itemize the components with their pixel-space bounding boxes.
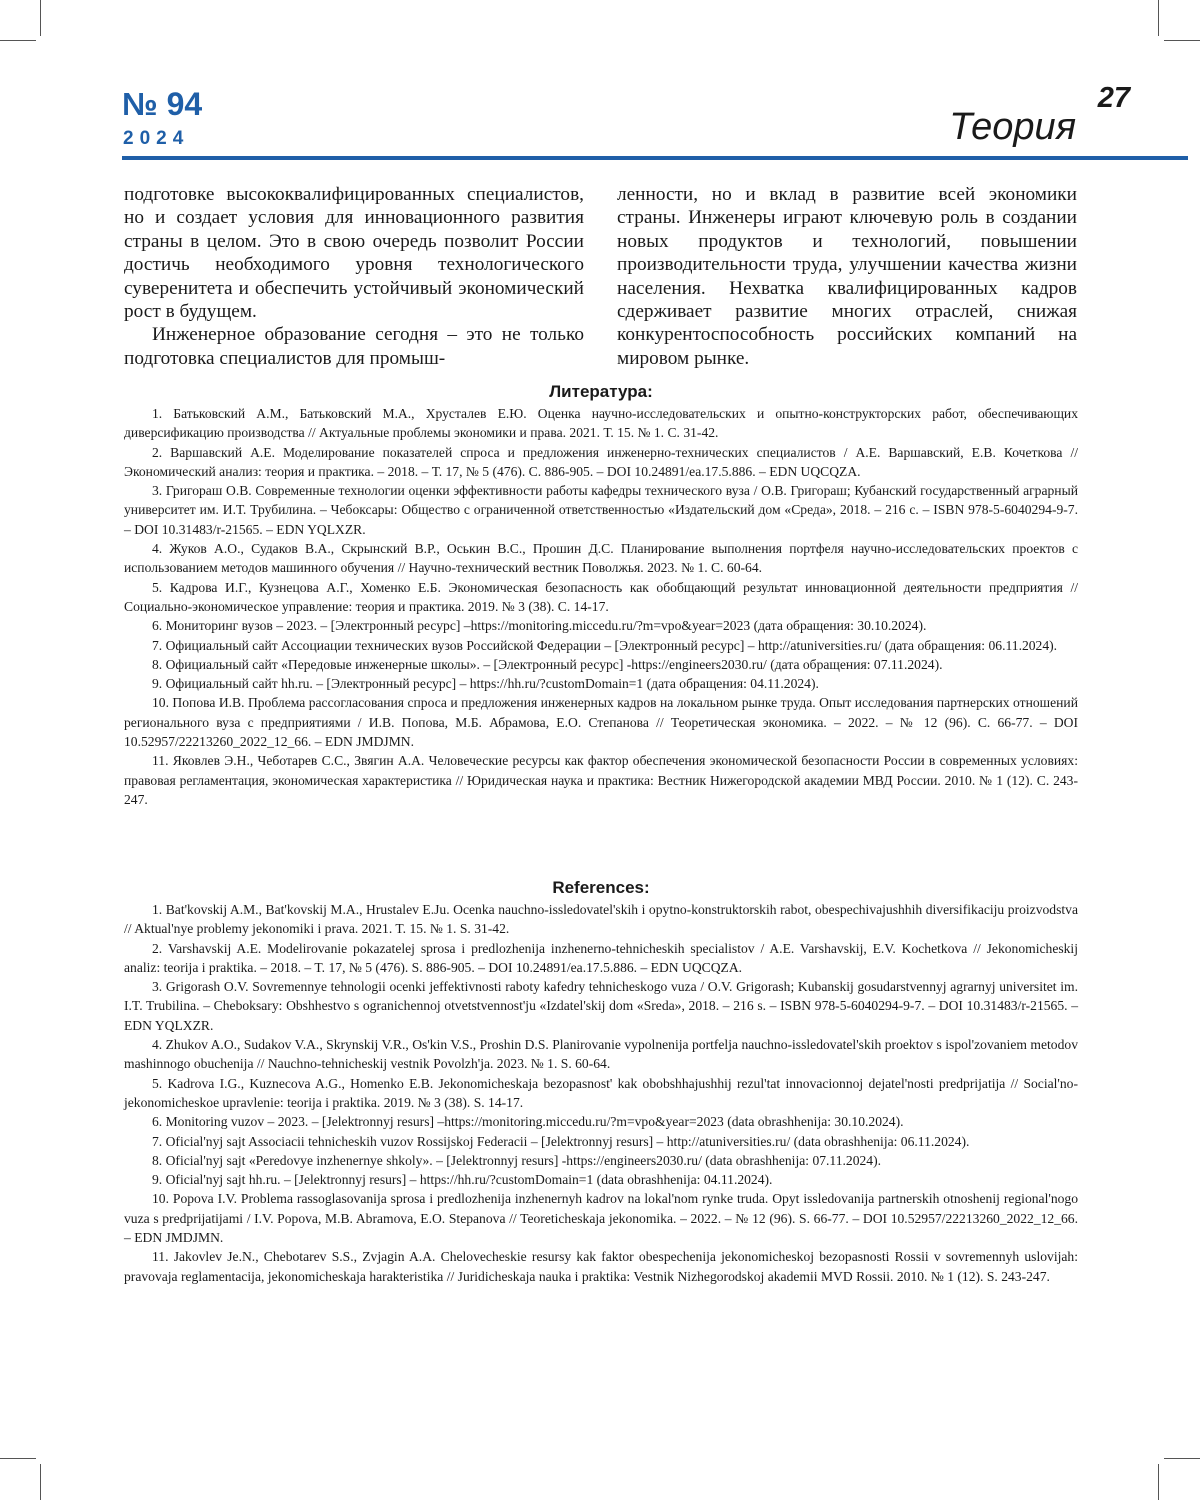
literature-item: 9. Официальный сайт hh.ru. – [Электронный ресурс] – https://hh.ru/?customDomain=1 (дата обращения: 04.11.2024). [152, 676, 819, 692]
reference-item: 2. Varshavskij A.E. Modelirovanie pokazatelej sprosa i predlozhenija inzhenerno-tehnicheskih specialistov / A.E. Varshavskij, E.V. Kochetkova // Jekonomicheskij analiz: teorija i praktika. – 2018. – T. 17, № 5 (476). S. 886-905. – DOI 10.24891/ea.17.5.886. – EDN UQCQZA. [124, 940, 1078, 975]
reference-item: 4. Zhukov A.O., Sudakov V.A., Skrynskij V.R., Os'kin V.S., Proshin D.S. Planirovanie vypolnenija portfelja nauchno-issledovatel'skih proektov s ispol'zovaniem metodov mashinnogo obuchenija // Nauchno-tehnicheskij vestnik Povolzh'ja. 2023. № 1. S. 60-64. [124, 1037, 1078, 1072]
reference-item: 6. Monitoring vuzov – 2023. – [Jelektronnyj resurs] –https://monitoring.miccedu.ru/?m=vpo&year=2023 (data obrashhenija: 30.10.2024). [152, 1114, 904, 1130]
body-column-right [617, 183, 1077, 370]
literature-list [124, 404, 1078, 809]
crop-mark [0, 40, 36, 41]
references-heading: References: [552, 878, 650, 897]
references-section [124, 877, 1078, 1286]
literature-item: 6. Мониторинг вузов – 2023. – [Электронный ресурс] –https://monitoring.miccedu.ru/?m=vpo&year=2023 (дата обращения: 30.10.2024). [152, 618, 927, 634]
literature-item: 1. Батьковский А.М., Батьковский М.А., Хрусталев Е.Ю. Оценка научно-исследовательских и опытно-конструкторских работ, обеспечивающих диверсификацию производства // Актуальные проблемы экономики и права. 2021. Т. 15. № 1. С. 31-42. [124, 406, 1078, 441]
crop-mark [0, 1458, 36, 1459]
literature-item: 3. Григораш О.В. Современные технологии оценки эффективности работы кафедры технического вуза / О.В. Григораш; Кубанский государственный аграрный университет им. И.Т. Трубилина. – Чебоксары: Общество с ограниченной ответственностью «Издательский дом «Среда», 2018. – 216 с. – ISBN 978-5-6040294-9-7. – DOI 10.31483/r-21565. – EDN YQLXZR. [124, 483, 1078, 537]
body-paragraph: подготовке высококвалифицированных специалистов, но и создает условия для инновационного развития страны в целом. Это в свою очередь позволит России достичь необходимого уровня технологического суверенитета и обеспечить устойчивый экономический рост в будущем. [124, 184, 584, 323]
literature-item: 11. Яковлев Э.Н., Чеботарев С.С., Звягин А.А. Человеческие ресурсы как фактор обеспечения экономической безопасности России в современных условиях: правовая регламентация, экономическая характеристика // Юридическая наука и практика: Вестник Нижегородской академии МВД России. 2010. № 1 (12). С. 243-247. [124, 753, 1078, 807]
page-number: 27 [1097, 82, 1130, 114]
crop-mark [40, 1464, 41, 1500]
literature-item: 7. Официальный сайт Ассоциации технических вузов Российской Федерации – [Электронный ресурс] – http://atuniversities.ru/ (дата обращения: 06.11.2024). [152, 637, 1058, 653]
issue-number: № 94 [122, 86, 203, 122]
reference-item: 11. Jakovlev Je.N., Chebotarev S.S., Zvjagin A.A. Chelovecheskie resursy kak faktor obespechenija jekonomicheskoj bezopasnosti Rossii v sovremennyh uslovijah: pravovaja reglamentacija, jekonomicheskaja harakteristika // Juridicheskaja nauka i praktika: Vestnik Nizhegorodskoj akademii MVD Rossii. 2010. № 1 (12). S. 243-247. [124, 1249, 1078, 1284]
crop-mark [1158, 1464, 1159, 1500]
crop-mark [1164, 1458, 1200, 1459]
crop-mark [1158, 0, 1159, 36]
header-rule [122, 156, 1188, 160]
literature-section [124, 381, 1078, 809]
reference-item: 7. Oficial'nyj sajt Associacii tehnicheskih vuzov Rossijskoj Federacii – [Jelektronnyj resurs] – http://atuniversities.ru/ (data obrashhenija: 06.11.2024). [152, 1133, 970, 1149]
literature-item: 5. Кадрова И.Г., Кузнецова А.Г., Хоменко Е.Б. Экономическая безопасность как обобщающий результат инновационной деятельности предприятия // Социально-экономическое управление: теория и практика. 2019. № 3 (38). С. 14-17. [124, 579, 1078, 614]
body-column-left [124, 183, 584, 370]
reference-item: 1. Bat'kovskij A.M., Bat'kovskij M.A., Hrustalev E.Ju. Ocenka nauchno-issledovatel'skih i opytno-konstruktorskih rabot, obespechivajushhih diversifikaciju proizvodstva // Aktual'nye problemy jekonomiki i prava. 2021. T. 15. № 1. S. 31-42. [124, 902, 1078, 937]
body-paragraph: ленности, но и вклад в развитие всей экономики страны. Инженеры играют ключевую роль в создании новых продуктов и технологий, повышении производительности труда, улучшении качества жизни населения. Нехватка квалифицированных кадров сдерживает развитие многих отраслей, снижая конкурентоспособность российских компаний на мировом рынке. [617, 184, 1077, 369]
reference-item: 9. Oficial'nyj sajt hh.ru. – [Jelektronnyj resurs] – https://hh.ru/?customDomain=1 (data obrashhenija: 04.11.2024). [152, 1172, 773, 1188]
references-list [124, 900, 1078, 1286]
crop-mark [40, 0, 41, 36]
reference-item: 5. Kadrova I.G., Kuznecova A.G., Homenko E.B. Jekonomicheskaja bezopasnost' kak obobshhajushhij rezul'tat innovacionnoj dejatel'nosti predprijatija // Social'no-jekonomicheskoe upravlenie: teorija i praktika. 2019. № 3 (38). S. 14-17. [124, 1075, 1078, 1110]
body-paragraph: Инженерное образование сегодня – это не только подготовка специалистов для промыш- [124, 324, 584, 369]
literature-heading: Литература: [549, 382, 653, 401]
reference-item: 10. Popova I.V. Problema rassoglasovanija sprosa i predlozhenija inzhenernyh kadrov na lokal'nom rynke truda. Opyt issledovanija partnerskih otnoshenij regional'nogo vuza s predprijatijami / I.V. Popova, M.B. Abramova, E.O. Stepanova // Teoreticheskaja jekonomika. – 2022. – № 12 (96). S. 66-77. – DOI 10.52957/22213260_2022_12_66. – EDN JMDJMN. [124, 1191, 1078, 1246]
issue-year: 2024 [123, 128, 190, 149]
crop-mark [1164, 40, 1200, 41]
literature-item: 10. Попова И.В. Проблема рассогласования спроса и предложения инженерных кадров на локальном рынке труда. Опыт исследования партнерских отношений регионального вуза с предприятиями / И.В. Попова, М.Б. Абрамова, Е.О. Степанова // Теоретическая экономика. – 2022. – № 12 (96). С. 66-77. – DOI 10.52957/22213260_2022_12_66. – EDN JMDJMN. [124, 695, 1078, 750]
literature-item: 8. Официальный сайт «Передовые инженерные школы». – [Электронный ресурс] -https://engineers2030.ru/ (дата обращения: 07.11.2024). [152, 656, 943, 672]
section-title: Теория [949, 106, 1076, 148]
reference-item: 3. Grigorash O.V. Sovremennye tehnologii ocenki jeffektivnosti raboty kafedry tehnicheskogo vuza / O.V. Grigorash; Kubanskij gosudarstvennyj agrarnyj universitet im. I.T. Trubilina. – Cheboksary: Obshhestvo s ogranichennoj otvetstvennost'ju «Izdatel'skij dom «Sreda», 2018. – 216 s. – ISBN 978-5-6040294-9-7. – DOI 10.31483/r-21565. – EDN YQLXZR. [124, 979, 1078, 1033]
reference-item: 8. Oficial'nyj sajt «Peredovye inzhenernye shkoly». – [Jelektronnyj resurs] -https://engineers2030.ru/ (data obrashhenija: 07.11.2024). [152, 1152, 882, 1168]
literature-item: 2. Варшавский А.Е. Моделирование показателей спроса и предложения инженерно-технических специалистов / А.Е. Варшавский, Е.В. Кочеткова // Экономический анализ: теория и практика. – 2018. – Т. 17, № 5 (476). С. 886-905. – DOI 10.24891/ea.17.5.886. – EDN UQCQZA. [124, 444, 1078, 479]
literature-item: 4. Жуков А.О., Судаков В.А., Скрынский В.Р., Оськин В.С., Прошин Д.С. Планирование выполнения портфеля научно-исследовательских проектов с использованием методов машинного обучения // Научно-технический вестник Поволжья. 2023. № 1. С. 60-64. [124, 541, 1078, 576]
